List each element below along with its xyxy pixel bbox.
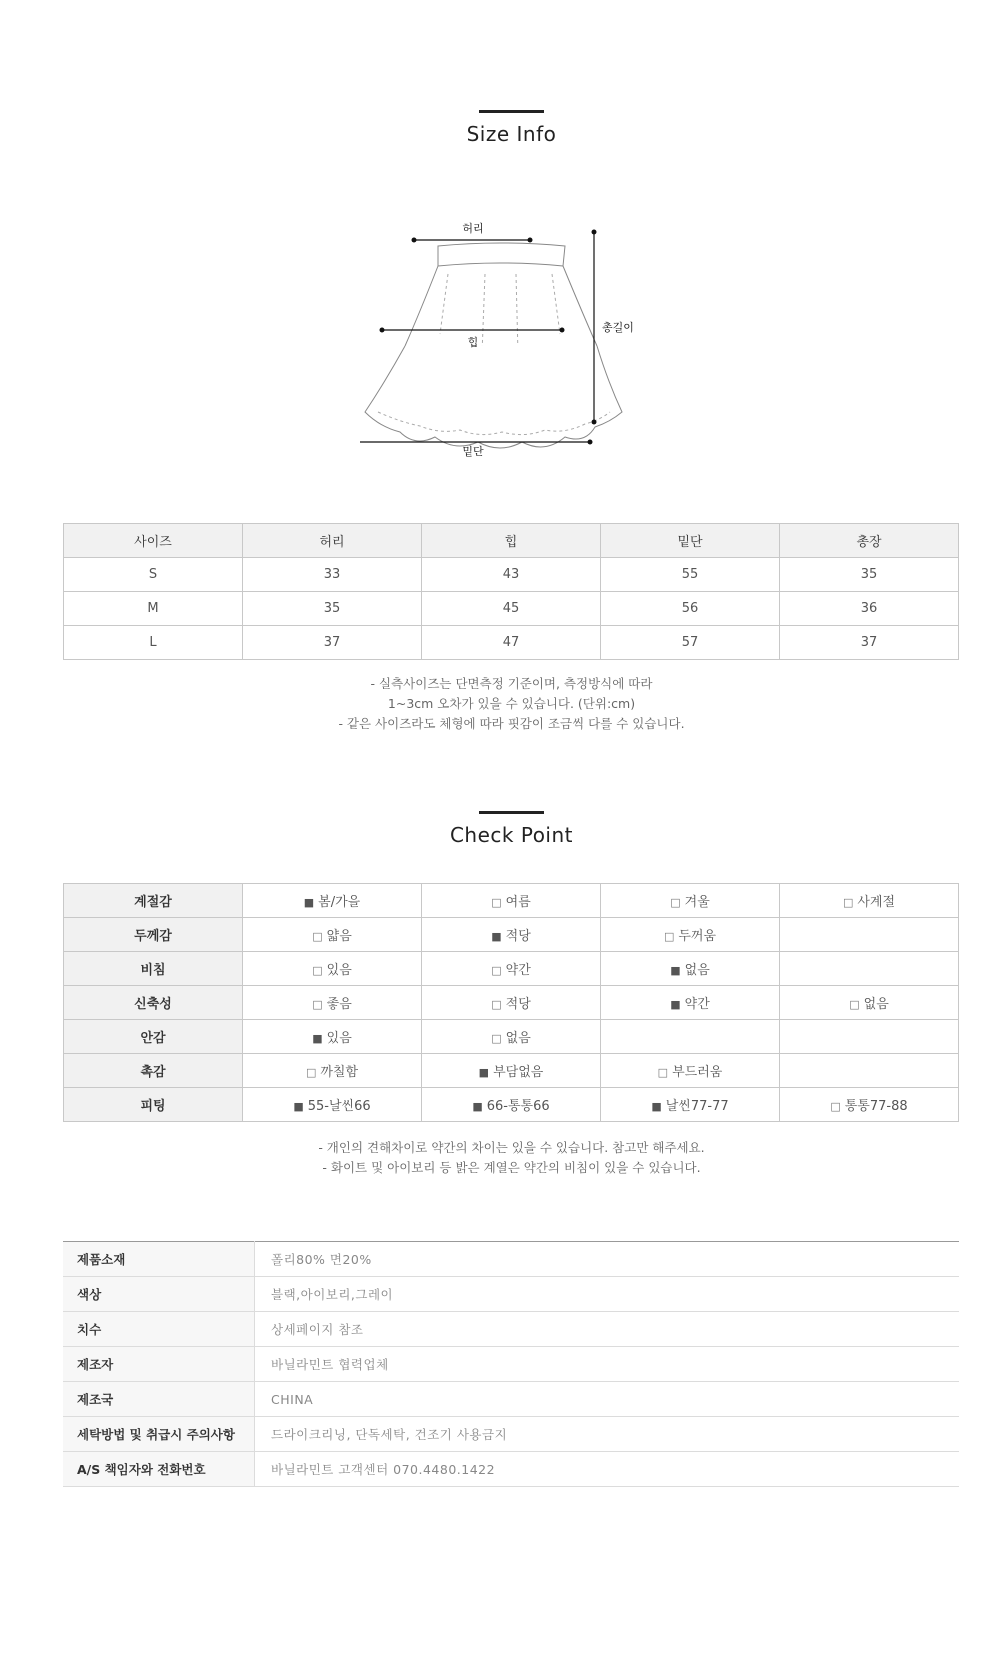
spec-value: CHINA xyxy=(255,1382,960,1417)
check-point-option xyxy=(422,986,601,1020)
check-point-option-label: 적당 xyxy=(505,997,531,1012)
check-point-option xyxy=(780,986,959,1020)
check-point-row-label: 비침 xyxy=(64,952,243,986)
check-point-row xyxy=(64,884,959,918)
diagram-label-total-length: 총길이 xyxy=(602,321,634,334)
spec-key: 색상 xyxy=(63,1277,255,1312)
check-point-option xyxy=(601,986,780,1020)
spec-key: 제조자 xyxy=(63,1347,255,1382)
size-cell: 35 xyxy=(243,592,422,626)
checked-box-icon: ■ xyxy=(293,1100,304,1113)
check-point-option xyxy=(601,1054,780,1088)
unchecked-box-icon: □ xyxy=(491,998,502,1011)
size-notes xyxy=(0,674,1000,734)
unchecked-box-icon: □ xyxy=(663,930,675,943)
check-point-option xyxy=(601,952,780,986)
check-point-title-bar xyxy=(479,811,544,814)
check-point-option xyxy=(422,952,601,986)
check-point-option xyxy=(780,1088,959,1122)
check-point-option-label: 없음 xyxy=(863,997,889,1012)
checked-box-icon: ■ xyxy=(670,964,681,977)
check-point-row xyxy=(64,1088,959,1122)
size-cell: 56 xyxy=(601,592,780,626)
diagram-label-hip: 힙 xyxy=(467,336,479,349)
check-point-title: Check Point xyxy=(449,823,574,847)
size-col-header: 힙 xyxy=(422,524,601,558)
check-point-option-label: 66-통통66 xyxy=(486,1099,550,1114)
check-point-option xyxy=(601,1088,780,1122)
spec-key: 세탁방법 및 취급시 주의사항 xyxy=(63,1417,255,1452)
spec-value: 바닐라민트 협력업체 xyxy=(255,1347,960,1382)
unchecked-box-icon: □ xyxy=(491,1032,502,1045)
checked-box-icon: ■ xyxy=(478,1066,490,1079)
check-point-option xyxy=(780,884,959,918)
check-point-option xyxy=(422,1054,601,1088)
check-point-option xyxy=(601,918,780,952)
checked-box-icon: ■ xyxy=(472,1100,483,1113)
check-point-option xyxy=(422,918,601,952)
check-point-option-label: 55-날씬66 xyxy=(307,1099,371,1114)
size-cell: 57 xyxy=(601,626,780,660)
size-cell: 47 xyxy=(422,626,601,660)
check-point-option-label: 부드러움 xyxy=(672,1065,723,1080)
check-point-option xyxy=(243,884,422,918)
check-point-option xyxy=(243,952,422,986)
size-cell: 37 xyxy=(243,626,422,660)
unchecked-box-icon: □ xyxy=(830,1100,841,1113)
check-point-option-label: 적당 xyxy=(505,929,531,944)
check-point-row-label: 피팅 xyxy=(64,1088,243,1122)
spec-key: 제조국 xyxy=(63,1382,255,1417)
size-cell: 43 xyxy=(422,558,601,592)
check-point-table xyxy=(63,883,959,1122)
check-point-option-label: 약간 xyxy=(505,963,531,978)
spec-row xyxy=(63,1347,959,1382)
checked-box-icon: ■ xyxy=(312,1032,323,1045)
diagram-label-waist: 허리 xyxy=(462,222,484,235)
check-point-option-label: 있음 xyxy=(326,1031,352,1046)
check-point-option-label: 까칠함 xyxy=(320,1065,359,1080)
size-col-header: 허리 xyxy=(243,524,422,558)
size-table-row xyxy=(64,626,959,660)
checked-box-icon: ■ xyxy=(491,930,502,943)
check-point-option xyxy=(780,1020,959,1054)
spec-row xyxy=(63,1452,959,1487)
check-point-option xyxy=(243,1020,422,1054)
unchecked-box-icon: □ xyxy=(312,998,323,1011)
check-point-option xyxy=(243,918,422,952)
check-point-note-line: - 개인의 견해차이로 약간의 차이는 있을 수 있습니다. 참고만 해주세요. xyxy=(318,1140,705,1155)
check-point-option-label: 약간 xyxy=(684,997,710,1012)
check-point-option xyxy=(422,1088,601,1122)
size-cell: 33 xyxy=(243,558,422,592)
unchecked-box-icon: □ xyxy=(312,930,323,943)
diagram-label-hem: 밑단 xyxy=(462,445,484,458)
check-point-option-label: 날씬77-77 xyxy=(665,1099,729,1114)
check-point-row-label: 계절감 xyxy=(64,884,243,918)
unchecked-box-icon: □ xyxy=(305,1066,317,1079)
check-point-option xyxy=(601,884,780,918)
check-point-option xyxy=(780,1054,959,1088)
check-point-option xyxy=(243,1054,422,1088)
size-table-header xyxy=(64,524,959,558)
checked-box-icon: ■ xyxy=(670,998,681,1011)
check-point-option-label: 통통77-88 xyxy=(844,1099,908,1114)
unchecked-box-icon: □ xyxy=(491,896,502,909)
checked-box-icon: ■ xyxy=(303,896,315,909)
unchecked-box-icon: □ xyxy=(670,896,681,909)
check-point-option-label: 있음 xyxy=(326,963,352,978)
spec-row xyxy=(63,1312,959,1347)
unchecked-box-icon: □ xyxy=(312,964,323,977)
check-point-row xyxy=(64,918,959,952)
spec-key: 제품소재 xyxy=(63,1242,255,1277)
check-point-option-label: 부담없음 xyxy=(493,1065,544,1080)
check-point-option xyxy=(422,1020,601,1054)
check-point-row-label: 두께감 xyxy=(64,918,243,952)
size-cell: M xyxy=(64,592,243,626)
check-point-notes xyxy=(0,1138,1000,1178)
check-point-row-label: 촉감 xyxy=(64,1054,243,1088)
unchecked-box-icon: □ xyxy=(849,998,860,1011)
size-info-title-bar xyxy=(479,110,544,113)
size-col-header: 총장 xyxy=(780,524,959,558)
spec-value: 바닐라민트 고객센터 070.4480.1422 xyxy=(255,1452,960,1487)
size-cell: 45 xyxy=(422,592,601,626)
check-point-option-label: 사계절 xyxy=(857,895,896,910)
check-point-option-label: 얇음 xyxy=(326,929,352,944)
spec-row xyxy=(63,1382,959,1417)
check-point-row xyxy=(64,1054,959,1088)
size-col-header: 밑단 xyxy=(601,524,780,558)
size-note-line: - 같은 사이즈라도 체형에 따라 핏감이 조금씩 다를 수 있습니다. xyxy=(338,716,685,731)
spec-key: 치수 xyxy=(63,1312,255,1347)
check-point-option-label: 없음 xyxy=(684,963,710,978)
check-point-option xyxy=(780,952,959,986)
spec-row xyxy=(63,1417,959,1452)
check-point-row-label: 안감 xyxy=(64,1020,243,1054)
size-col-header: 사이즈 xyxy=(64,524,243,558)
spec-row xyxy=(63,1242,959,1277)
spec-value: 폴리80% 면20% xyxy=(255,1242,960,1277)
size-note-line: 1~3cm 오차가 있을 수 있습니다. (단위:cm) xyxy=(387,696,636,711)
check-point-row xyxy=(64,986,959,1020)
size-table-row xyxy=(64,592,959,626)
unchecked-box-icon: □ xyxy=(842,896,854,909)
unchecked-box-icon: □ xyxy=(491,964,502,977)
product-spec-table xyxy=(63,1241,959,1487)
size-cell: 37 xyxy=(780,626,959,660)
spec-key: A/S 책임자와 전화번호 xyxy=(63,1452,255,1487)
check-point-note-line: - 화이트 및 아이보리 등 밝은 계열은 약간의 비침이 있을 수 있습니다. xyxy=(322,1160,701,1175)
size-cell: 35 xyxy=(780,558,959,592)
check-point-option-label: 두꺼움 xyxy=(678,929,717,944)
check-point-option xyxy=(243,1088,422,1122)
check-point-row xyxy=(64,952,959,986)
check-point-row-label: 신축성 xyxy=(64,986,243,1020)
check-point-row xyxy=(64,1020,959,1054)
size-cell: S xyxy=(64,558,243,592)
skirt-measurement-diagram xyxy=(360,222,680,492)
size-note-line: - 실측사이즈는 단면측정 기준이며, 측정방식에 따라 xyxy=(370,676,653,691)
check-point-option-label: 여름 xyxy=(505,895,531,910)
check-point-option xyxy=(243,986,422,1020)
size-table-row xyxy=(64,558,959,592)
check-point-option-label: 겨울 xyxy=(684,895,710,910)
spec-value: 드라이크리닝, 단독세탁, 건조기 사용금지 xyxy=(255,1417,960,1452)
size-info-title: Size Info xyxy=(466,122,557,146)
check-point-option-label: 없음 xyxy=(505,1031,531,1046)
size-table xyxy=(63,523,959,660)
spec-row xyxy=(63,1277,959,1312)
check-point-option xyxy=(780,918,959,952)
check-point-option xyxy=(422,884,601,918)
unchecked-box-icon: □ xyxy=(657,1066,669,1079)
check-point-option-label: 봄/가을 xyxy=(318,895,361,910)
check-point-option-label: 좋음 xyxy=(326,997,352,1012)
spec-value: 블랙,아이보리,그레이 xyxy=(255,1277,960,1312)
spec-value: 상세페이지 참조 xyxy=(255,1312,960,1347)
size-cell: 55 xyxy=(601,558,780,592)
check-point-option xyxy=(601,1020,780,1054)
checked-box-icon: ■ xyxy=(651,1100,662,1113)
size-cell: L xyxy=(64,626,243,660)
size-cell: 36 xyxy=(780,592,959,626)
